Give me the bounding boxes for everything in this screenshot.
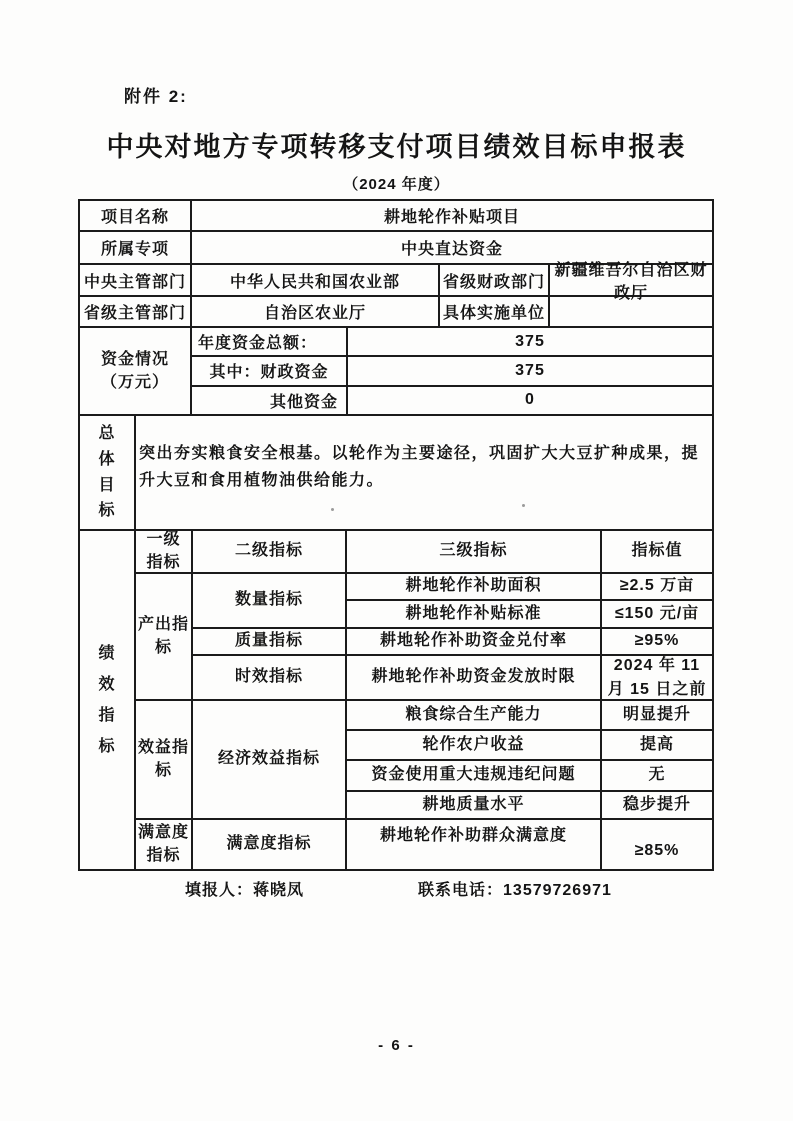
group-quantity: 数量指标 xyxy=(191,572,345,627)
provincial-dept-value: 自治区农业厅 xyxy=(192,297,440,326)
indicator-violation-l3: 资金使用重大违规违纪问题 xyxy=(345,759,600,790)
contact-phone: 联系电话：13579726971 xyxy=(418,882,612,899)
provincial-finance-value: 新疆维吾尔自治区财政厅 xyxy=(554,262,708,302)
group-output: 产出指标 xyxy=(134,572,191,699)
indicator-violation-value: 无 xyxy=(600,759,712,790)
implement-unit-label: 具体实施单位 xyxy=(440,297,550,326)
funding-label xyxy=(80,328,192,414)
funding-fiscal-value: 375 xyxy=(515,361,545,379)
indicator-area-value: ≥2.5 万亩 xyxy=(600,572,712,599)
indicator-area-l3: 耕地轮作补助面积 xyxy=(345,572,600,599)
funding-label-line2: （万元） xyxy=(100,374,169,391)
row-project-name xyxy=(80,201,712,232)
row-provincial-dept xyxy=(80,297,712,328)
page-number: - 6 - xyxy=(378,1037,415,1054)
indicator-income-value: 提高 xyxy=(600,729,712,759)
indicators-side-label: 绩效指标 xyxy=(98,644,116,756)
special-program-value: 中央直达资金 xyxy=(400,241,503,258)
group-economic: 经济效益指标 xyxy=(191,699,345,818)
group-quality: 质量指标 xyxy=(191,627,345,654)
group-satisfaction-l1: 满意度指标 xyxy=(134,818,191,869)
scan-speckle xyxy=(331,508,334,511)
group-satisfaction-l2: 满意度指标 xyxy=(191,818,345,869)
indicator-payment-value: ≥95% xyxy=(600,627,712,654)
funding-row-fiscal xyxy=(192,355,712,384)
indicator-standard-l3: 耕地轮作补贴标准 xyxy=(345,599,600,627)
section-performance-indicators xyxy=(80,531,712,869)
row-central-dept xyxy=(80,262,712,302)
indicator-deadline-value: 2024 年 11 月 15 日之前 xyxy=(600,654,712,699)
funding-label-line1: 资金情况 xyxy=(100,350,169,368)
group-benefit: 效益指标 xyxy=(134,699,191,818)
group-time: 时效指标 xyxy=(191,654,345,699)
funding-other-value: 0 xyxy=(525,391,535,409)
section-funding xyxy=(80,328,712,416)
indicator-satisfaction-l3: 耕地轮作补助群众满意度 xyxy=(345,818,600,869)
filler-name: 填报人：蒋晓凤 xyxy=(185,882,305,899)
funding-other-label: 其他资金 xyxy=(192,387,348,414)
funding-fiscal-label: 其中：财政资金 xyxy=(192,357,348,384)
overall-goal-label xyxy=(80,416,136,529)
overall-goal-text: 突出夯实粮食安全根基。以轮作为主要途径，巩固扩大大豆扩种成果，提升大豆和食用植物油供给能力。 xyxy=(139,445,700,490)
funding-row-total xyxy=(192,328,712,355)
indicator-income-l3: 轮作农户收益 xyxy=(345,729,600,759)
special-program-label: 所属专项 xyxy=(80,232,192,263)
project-name-value: 耕地轮作补贴项目 xyxy=(383,209,520,226)
footer-line xyxy=(185,877,612,900)
indicator-grain-l3: 粮食综合生产能力 xyxy=(345,699,600,729)
indicator-standard-value: ≤150 元/亩 xyxy=(600,599,712,627)
project-name-label: 项目名称 xyxy=(80,201,192,230)
provincial-dept-label: 省级主管部门 xyxy=(80,297,192,326)
central-dept-label: 中央主管部门 xyxy=(80,265,192,295)
header-level2: 二级指标 xyxy=(191,531,345,572)
attachment-label: 附件 2: xyxy=(124,87,188,106)
header-level1: 一级指标 xyxy=(134,531,191,572)
overall-goal-label-text: 总体目标 xyxy=(98,424,116,520)
indicator-soil-value: 稳步提升 xyxy=(600,790,712,818)
indicator-deadline-l3: 耕地轮作补助资金发放时限 xyxy=(345,654,600,699)
indicator-satisfaction-value: ≥85% xyxy=(600,818,712,869)
indicator-grain-value: 明显提升 xyxy=(600,699,712,729)
funding-row-other xyxy=(192,385,712,414)
scan-speckle xyxy=(522,504,525,507)
page-title: 中央对地方专项转移支付项目绩效目标申报表 xyxy=(106,132,687,162)
page-subtitle: （2024 年度） xyxy=(343,176,450,193)
funding-rows xyxy=(192,328,712,414)
indicator-soil-l3: 耕地质量水平 xyxy=(345,790,600,818)
declaration-form-table xyxy=(78,199,714,871)
implement-unit-value xyxy=(550,297,712,326)
provincial-finance-label: 省级财政部门 xyxy=(440,265,550,295)
funding-total-label: 年度资金总额： xyxy=(192,328,348,355)
indicator-payment-l3: 耕地轮作补助资金兑付率 xyxy=(345,627,600,654)
central-dept-value: 中华人民共和国农业部 xyxy=(192,265,440,295)
header-level3: 三级指标 xyxy=(345,531,600,572)
section-overall-goal xyxy=(80,416,712,531)
funding-total-value: 375 xyxy=(515,332,545,350)
header-value: 指标值 xyxy=(600,531,712,572)
